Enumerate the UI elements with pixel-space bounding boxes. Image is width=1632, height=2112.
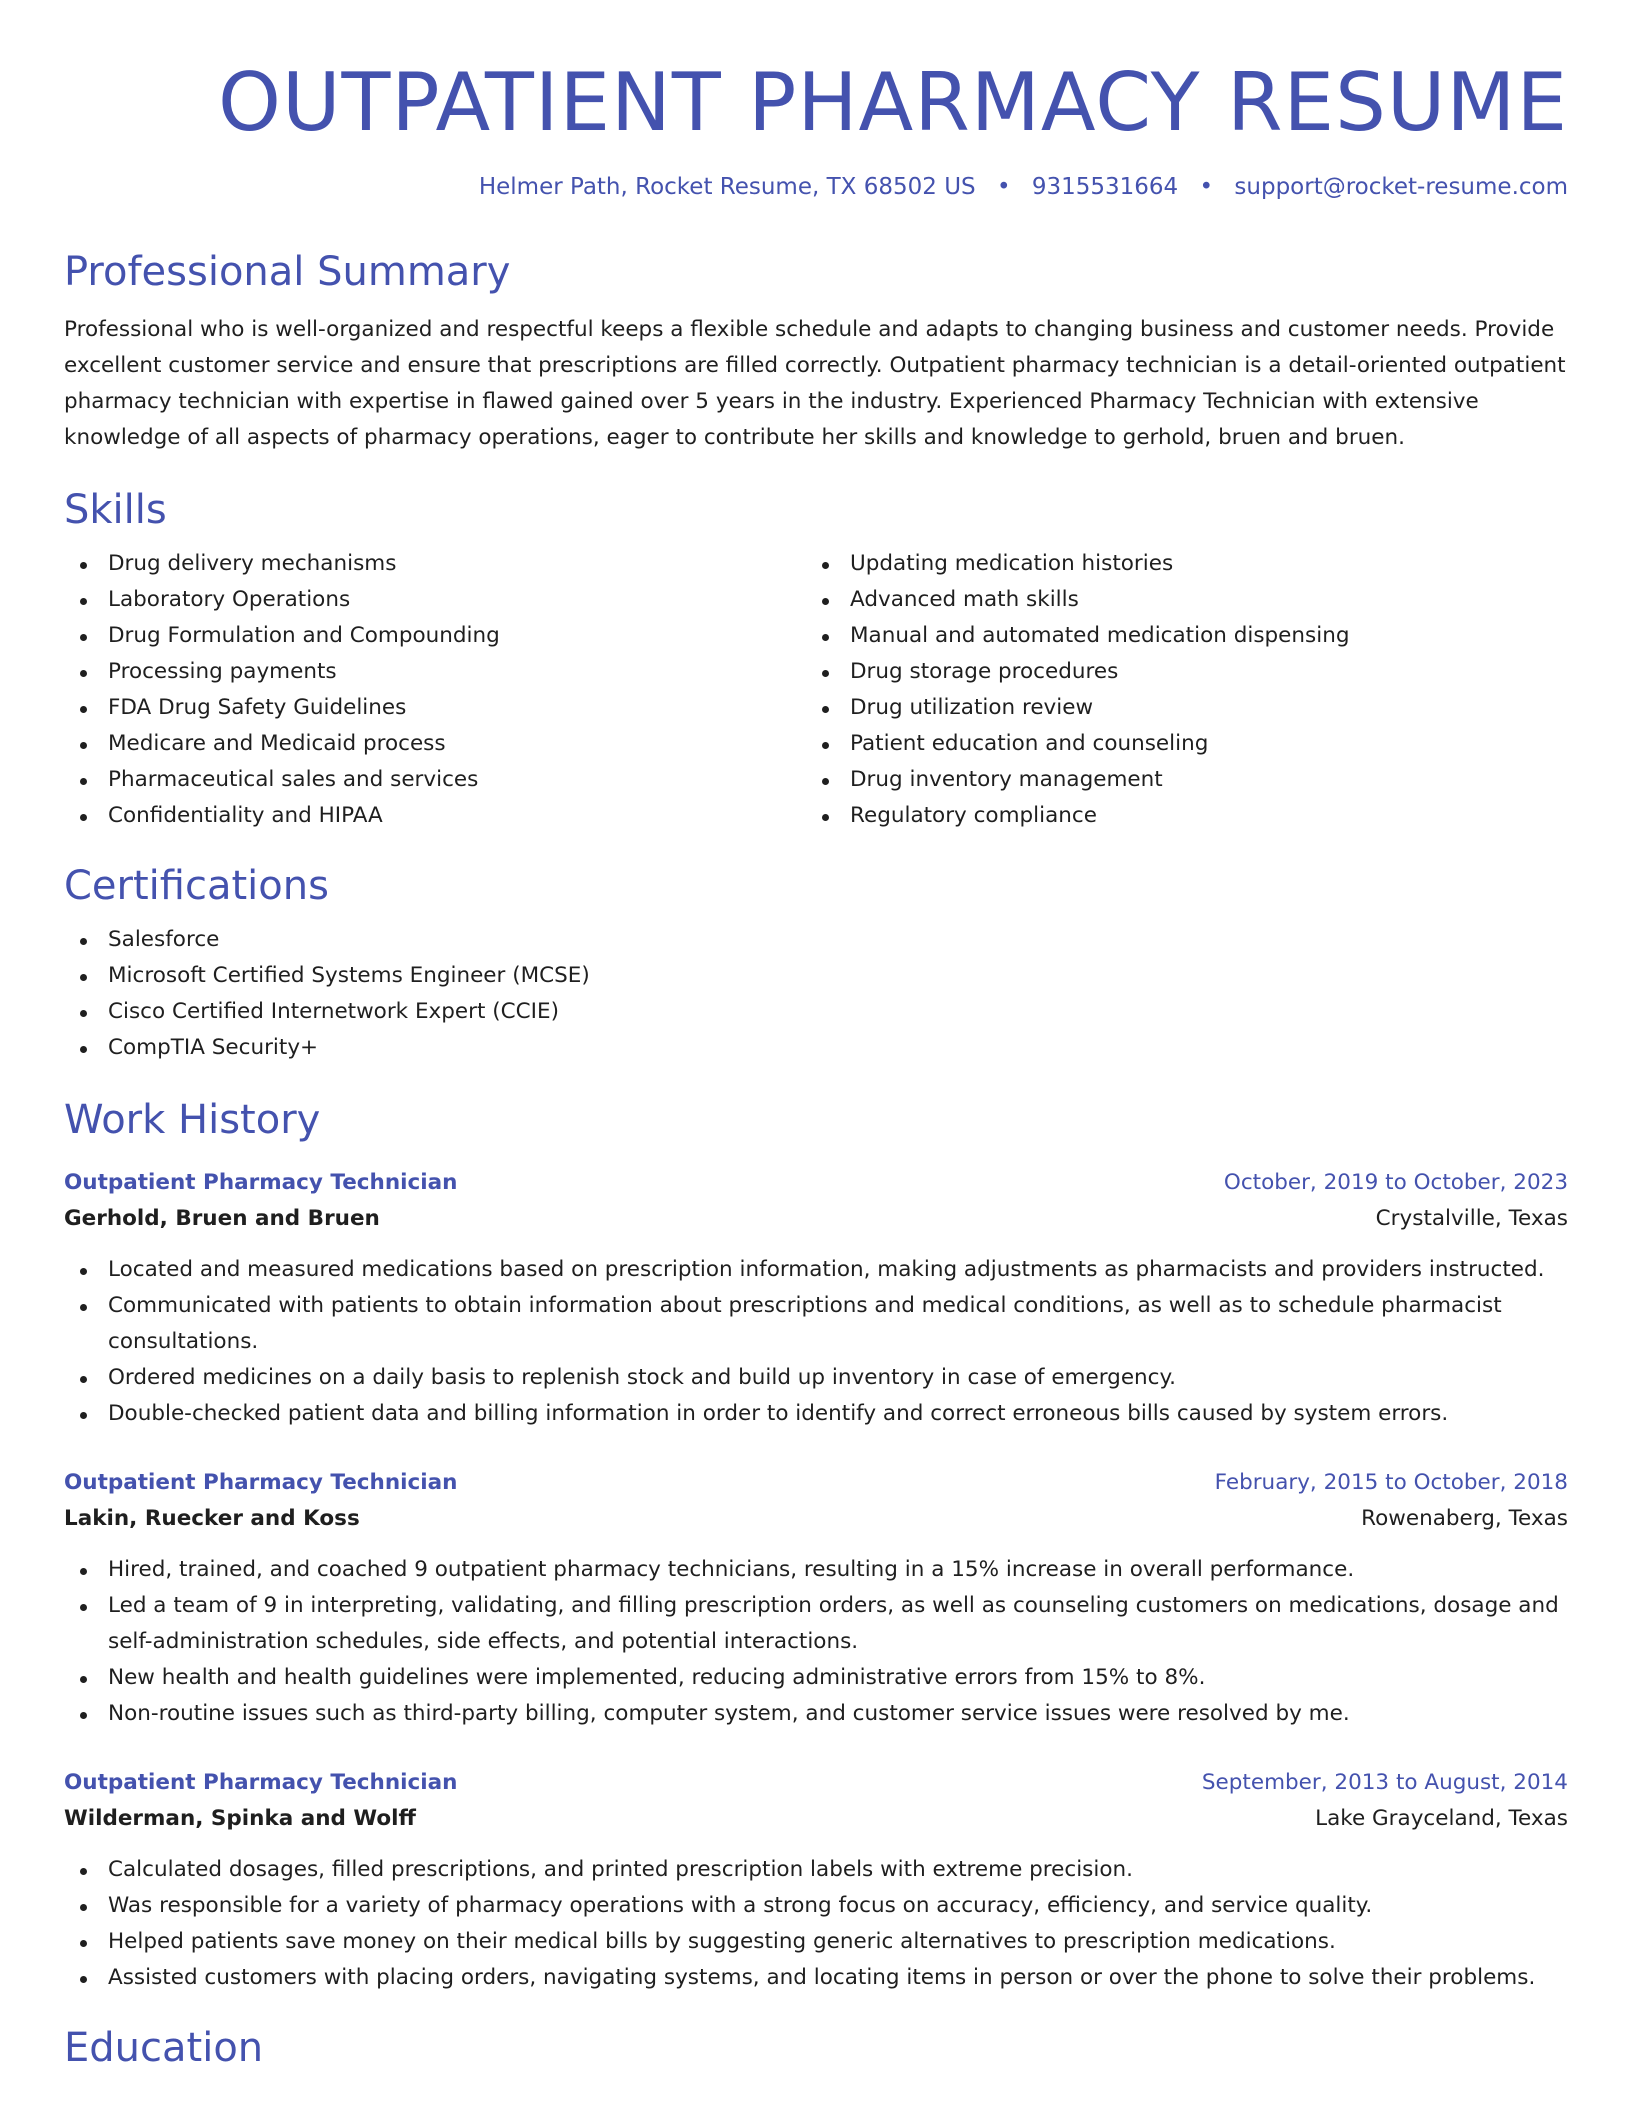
- job-entry: [64, 1766, 1568, 1996]
- work-history-heading: Work History: [64, 1097, 321, 1143]
- job-bullet: Hired, trained, and coached 9 outpatient pharmacy technicians, resulting in a 15% increase in overall performance.: [64, 1552, 1568, 1588]
- skill-item: FDA Drug Safety Guidelines: [64, 690, 806, 726]
- job-dates: February, 2015 to October, 2018: [1214, 1470, 1568, 1495]
- job-location: Crystalville, Texas: [1375, 1206, 1568, 1231]
- job-company: Gerhold, Bruen and Bruen: [64, 1206, 380, 1231]
- certifications-list: [64, 922, 1568, 1066]
- skills-left-column: [64, 546, 806, 834]
- job-bullet: Ordered medicines on a daily basis to replenish stock and build up inventory in case of emergency.: [64, 1360, 1568, 1396]
- job-location: Rowenaberg, Texas: [1361, 1506, 1568, 1531]
- job-bullet: Non-routine issues such as third-party billing, computer system, and customer service issues were resolved by me.: [64, 1696, 1568, 1732]
- skill-item: Updating medication histories: [806, 546, 1548, 582]
- skill-item: Laboratory Operations: [64, 582, 806, 618]
- job-bullet: Assisted customers with placing orders, navigating systems, and locating items in person or over the phone to solve their problems.: [64, 1960, 1568, 1996]
- job-header-row: [64, 1466, 1568, 1500]
- skill-item: Drug inventory management: [806, 762, 1548, 798]
- job-dates: October, 2019 to October, 2023: [1223, 1170, 1568, 1195]
- skill-item: Confidentiality and HIPAA: [64, 798, 806, 834]
- job-bullet: Communicated with patients to obtain information about prescriptions and medical conditions, as well as to schedule pharmacist consultations.: [64, 1288, 1568, 1360]
- skill-item: Pharmaceutical sales and services: [64, 762, 806, 798]
- job-bullet: Was responsible for a variety of pharmacy operations with a strong focus on accuracy, efficiency, and service quality.: [64, 1888, 1568, 1924]
- email-link[interactable]: support@rocket-resume.com: [1234, 174, 1568, 200]
- job-dates: September, 2013 to August, 2014: [1201, 1770, 1568, 1795]
- certifications-heading: Certifications: [64, 863, 329, 909]
- skill-item: Drug storage procedures: [806, 654, 1548, 690]
- skill-item: Drug utilization review: [806, 690, 1548, 726]
- job-entry: [64, 1166, 1568, 1432]
- job-entry: [64, 1466, 1568, 1732]
- job-bullet: New health and health guidelines were implemented, reducing administrative errors from 15% to 8%.: [64, 1660, 1568, 1696]
- skill-item: Medicare and Medicaid process: [64, 726, 806, 762]
- skill-item: Regulatory compliance: [806, 798, 1548, 834]
- job-company-row: [64, 1500, 1568, 1538]
- certification-item: Cisco Certified Internetwork Expert (CCIE): [64, 994, 1568, 1030]
- skills-grid: [64, 546, 1568, 834]
- skills-heading: Skills: [64, 487, 167, 533]
- job-bullets: [64, 1252, 1568, 1432]
- job-bullet: Calculated dosages, filled prescriptions, and printed prescription labels with extreme precision.: [64, 1852, 1568, 1888]
- summary-text: Professional who is well-organized and respectful keeps a flexible schedule and adapts to changing business and customer needs. Provide excellent customer service and ensure that prescriptions are filled correctly. Outpatient pharmacy technician is a detail-oriented outpatient pharmacy technician with expertise in flawed gained over 5 years in the industry. Experienced Pharmacy Technician with extensive knowledge of all aspects of pharmacy operations, eager to contribute her skills and knowledge to gerhold, bruen and bruen.: [64, 317, 1566, 450]
- job-company: Lakin, Ruecker and Koss: [64, 1506, 360, 1531]
- skill-item: Patient education and counseling: [806, 726, 1548, 762]
- skills-right-column: [806, 546, 1548, 834]
- job-company: Wilderman, Spinka and Wolff: [64, 1806, 416, 1831]
- job-title: Outpatient Pharmacy Technician: [64, 1770, 458, 1795]
- job-header-row: [64, 1766, 1568, 1800]
- job-header-row: [64, 1166, 1568, 1200]
- contact-separator: •: [996, 174, 1011, 200]
- job-title: Outpatient Pharmacy Technician: [64, 1470, 458, 1495]
- contact-separator: •: [1199, 174, 1214, 200]
- job-bullet: Located and measured medications based on prescription information, making adjustments as pharmacists and providers instructed.: [64, 1252, 1568, 1288]
- resume-page: [64, 0, 1568, 2112]
- summary-heading: Professional Summary: [64, 249, 511, 295]
- job-bullet: Led a team of 9 in interpreting, validating, and filling prescription orders, as well as counseling customers on medications, dosage and self-administration schedules, side effects, and potential interactions.: [64, 1588, 1568, 1660]
- job-bullet: Double-checked patient data and billing information in order to identify and correct erroneous bills caused by system errors.: [64, 1396, 1568, 1432]
- phone-text: 9315531664: [1031, 174, 1179, 200]
- job-location: Lake Grayceland, Texas: [1315, 1806, 1568, 1831]
- job-company-row: [64, 1800, 1568, 1838]
- job-bullets: [64, 1852, 1568, 1996]
- certification-item: CompTIA Security+: [64, 1030, 1568, 1066]
- page-title: OUTPATIENT PHARMACY RESUME: [217, 56, 1568, 149]
- certification-item: Microsoft Certified Systems Engineer (MCSE): [64, 958, 1568, 994]
- address-text: Helmer Path, Rocket Resume, TX 68502 US: [478, 174, 976, 200]
- skill-item: Drug delivery mechanisms: [64, 546, 806, 582]
- contact-line: [64, 172, 1568, 202]
- skill-item: Advanced math skills: [806, 582, 1548, 618]
- job-bullet: Helped patients save money on their medical bills by suggesting generic alternatives to prescription medications.: [64, 1924, 1568, 1960]
- certification-item: Salesforce: [64, 922, 1568, 958]
- skill-item: Drug Formulation and Compounding: [64, 618, 806, 654]
- skill-item: Manual and automated medication dispensing: [806, 618, 1548, 654]
- education-heading: Education: [64, 2025, 264, 2071]
- job-title: Outpatient Pharmacy Technician: [64, 1170, 458, 1195]
- job-bullets: [64, 1552, 1568, 1732]
- job-company-row: [64, 1200, 1568, 1238]
- skill-item: Processing payments: [64, 654, 806, 690]
